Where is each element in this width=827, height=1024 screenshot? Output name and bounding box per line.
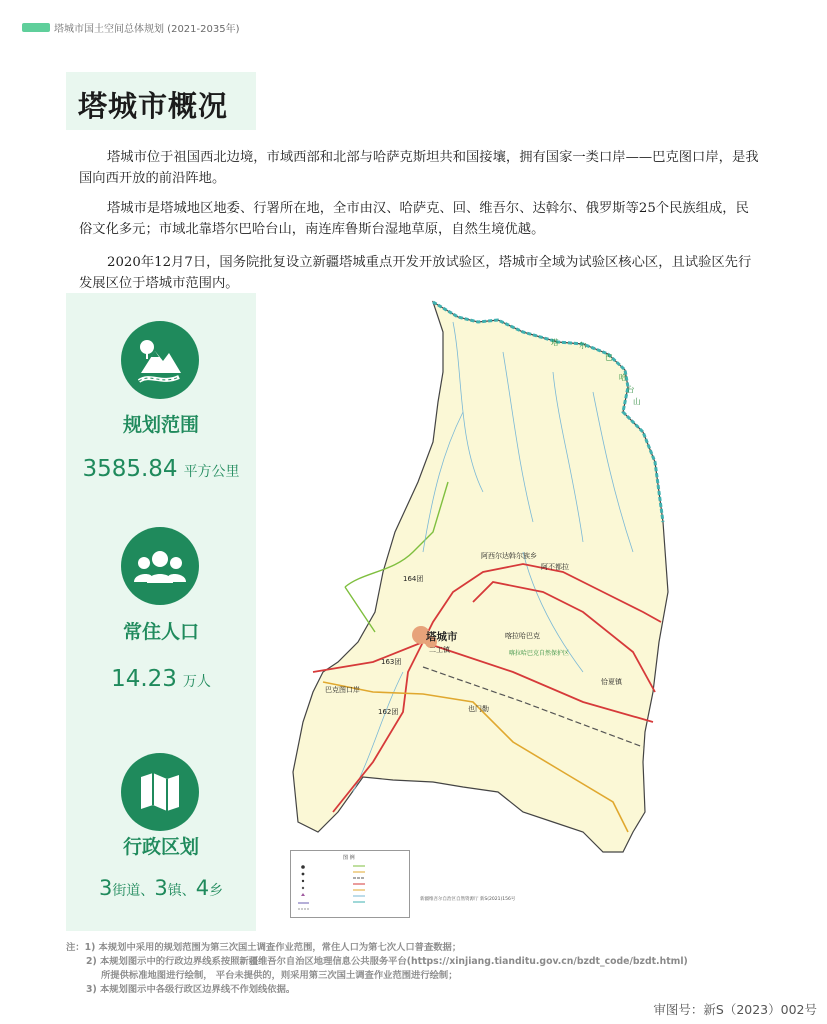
note-1: 注：1) 本规划中采用的规划范围为第三次国土调查作业范围，常住人口为第七次人口普查数据； [66, 942, 462, 953]
map-label-mountain-2: 尔 [579, 341, 587, 350]
paragraph-ethnic: 塔城市是塔城地区地委、行署所在地，全市由汉、哈萨克、回、维吾尔、达斡尔、俄罗斯等25个民族组成，民俗文化多元；市域北靠塔尔巴哈台山，南连库鲁斯台湿地草原，自然生境优越。 [79, 201, 749, 237]
map-label-mountain-1: 塔 [551, 338, 559, 347]
city-map [283, 292, 673, 912]
map-label-mountain-5: 台 [627, 385, 635, 394]
note-2-cont: 所提供标准地图进行绘制， 平台未提供的，则采用第三次国土调查作业范围进行绘制； [101, 970, 458, 981]
note-2: 2) 本规划图示中的行政边界线系按照新疆维吾尔自治区地理信息公共服务平台(https://xinjiang.tianditu.gov.cn/bzdt_code/bzdt.html) [86, 956, 688, 967]
folded-map-icon [121, 753, 199, 831]
map-label-karahabake: 喀拉哈巴克 [505, 632, 540, 640]
paragraph-location: 塔城市位于祖国西北边境，市域西部和北部与哈萨克斯坦共和国接壤，拥有国家一类口岸——巴克图口岸，是我国向西开放的前沿阵地。 [79, 150, 759, 186]
review-number: 审图号：新S（2023）002号 [653, 1002, 817, 1017]
title-box [66, 72, 256, 130]
map-label-mountain-3: 巴 [605, 353, 613, 362]
map-label-reserve: 喀拉哈巴克自然保护区 [509, 650, 570, 657]
stat-label-area: 规划范围 [122, 414, 199, 436]
map-label-bakeatu: 巴克图口岸 [325, 686, 360, 694]
map-label-163: 163团 [381, 658, 402, 666]
stat-label-population: 常住人口 [122, 621, 199, 643]
map-label-qiayejian: 恰夏镇 [601, 678, 622, 686]
people-group-icon [121, 527, 199, 605]
stat-value-division: 3街道、3镇、4乡 [98, 876, 224, 900]
paragraph-pilot-zone: 2020年12月7日，国务院批复设立新疆塔城重点开发开放试验区，塔城市全域为试验区核心区，且试验区先行发展区位于塔城市范围内。 [79, 255, 752, 291]
stat-label-division: 行政区划 [122, 836, 199, 858]
header-accent-bar [22, 23, 50, 32]
legend-title: 图 例 [343, 855, 355, 861]
page-title: 塔城市概况 [78, 89, 229, 123]
legend-symbols [291, 851, 409, 917]
map-legend [290, 850, 410, 918]
mountain-road-icon [121, 321, 199, 399]
stat-value-population: 14.23 万人 [111, 666, 211, 692]
header-title: 塔城市国土空间总体规划 (2021-2035年) [54, 24, 240, 35]
stat-value-area: 3585.84 平方公里 [82, 456, 240, 482]
map-label-mountain-6: 山 [633, 397, 641, 406]
map-label-yemendi: 也门勒 [468, 705, 489, 713]
map-label-axi: 阿西尔达斡尔族乡 [481, 552, 537, 560]
stats-panel [66, 293, 256, 931]
map-label-city: 塔城市 [426, 631, 458, 643]
map-label-162: 162团 [378, 708, 399, 716]
notes [66, 941, 806, 997]
map-label-164: 164团 [403, 575, 424, 583]
map-caption: 新疆维吾尔自治区自然资源厅 新S(2021)156号 [420, 897, 516, 902]
map-label-gongzhen: 二工镇 [429, 646, 450, 654]
map-label-abuduola: 阿不都拉 [541, 563, 569, 571]
note-3: 3) 本规划图示中各级行政区边界线不作划线依据。 [86, 984, 296, 995]
map-label-mountain-4: 哈 [619, 373, 627, 382]
